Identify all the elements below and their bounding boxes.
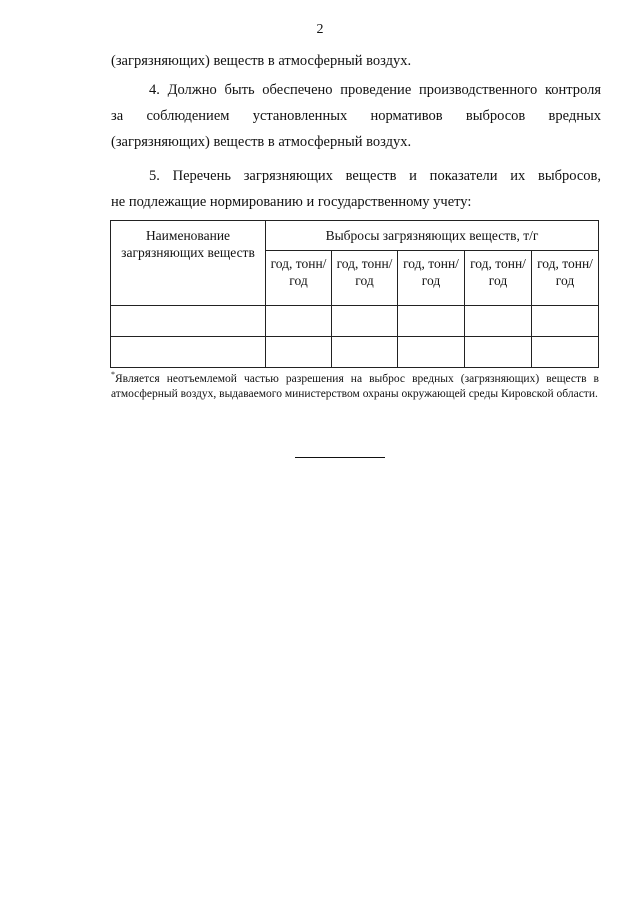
substance-name-header: Наименование загрязняющих веществ (111, 221, 266, 306)
table-cell (111, 337, 266, 368)
table-cell (398, 306, 465, 337)
emissions-group-header: Выбросы загрязняющих веществ, т/г (266, 221, 599, 251)
table-row (111, 306, 599, 337)
table-cell (532, 306, 599, 337)
table-cell (465, 306, 532, 337)
end-separator-line (295, 457, 385, 458)
table-cell (266, 306, 332, 337)
footnote-marker: * (111, 370, 115, 379)
footnote (111, 367, 599, 402)
continuation-text: (загрязняющих) веществ в атмосферный воздух. (111, 53, 412, 69)
year-column-header: год, тонн/год (266, 251, 332, 306)
item-4-paragraph (111, 77, 601, 155)
table-cell (532, 337, 599, 368)
year-column-header: год, тонн/год (532, 251, 599, 306)
year-column-header: год, тонн/год (465, 251, 532, 306)
item-4-line-2: за соблюдением установленных нормативов выбросов вредных (111, 108, 601, 124)
page-number: 2 (316, 22, 324, 37)
emissions-table (110, 220, 599, 368)
table-cell (465, 337, 532, 368)
table-cell (398, 337, 465, 368)
item-4-line-3: (загрязняющих) веществ в атмосферный воздух. (111, 134, 412, 150)
table-cell (111, 306, 266, 337)
footnote-text: Является неотъемлемой частью разрешения на выброс вредных (загрязняющих) веществ в атмосферный воздух, выдаваемого министерством охраны окружающей среды Кировской области. (111, 372, 599, 400)
year-column-header: год, тонн/год (332, 251, 398, 306)
table-cell (266, 337, 332, 368)
item-4-line-1: 4. Должно быть обеспечено проведение производственного контроля (149, 82, 601, 98)
item-5-paragraph (111, 163, 601, 215)
continuation-line (111, 48, 601, 74)
year-column-header: год, тонн/год (398, 251, 465, 306)
table-row (111, 337, 599, 368)
item-5-line-1: 5. Перечень загрязняющих веществ и показатели их выбросов, (149, 168, 601, 184)
item-5-line-2: не подлежащие нормированию и государственному учету: (111, 194, 472, 210)
table-cell (332, 337, 398, 368)
table-cell (332, 306, 398, 337)
